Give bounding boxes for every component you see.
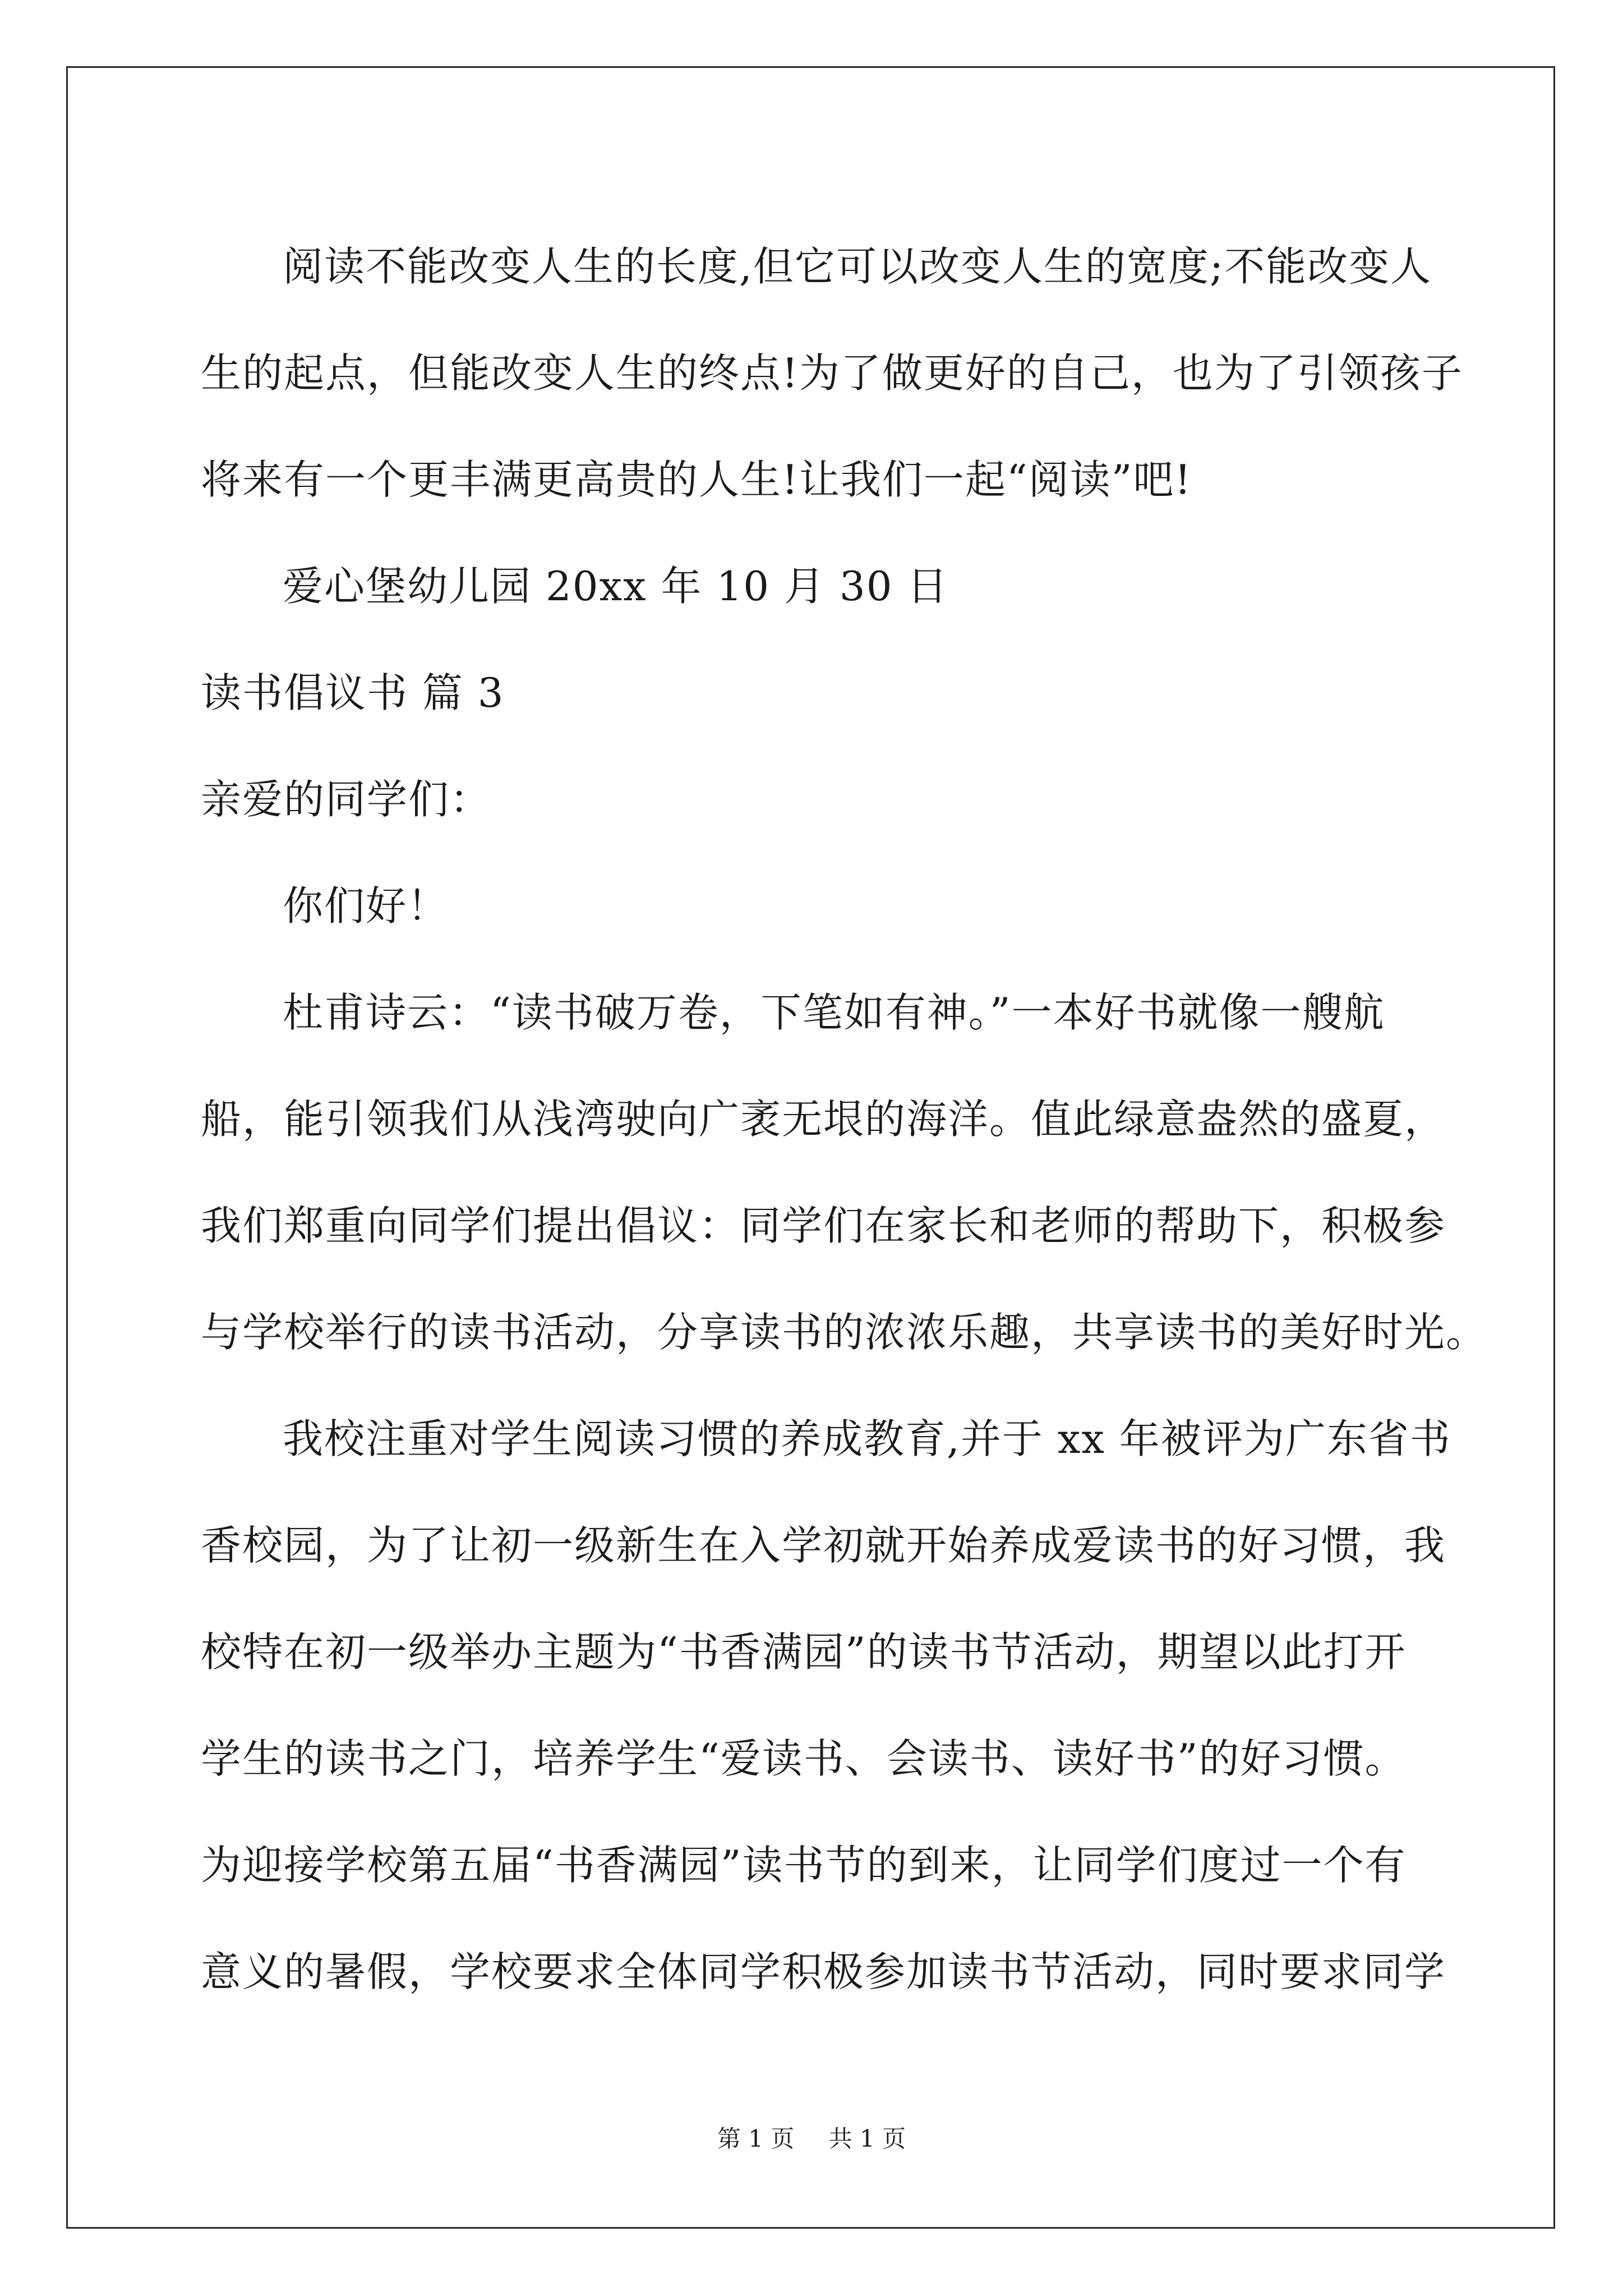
paragraph-line: 生的起点，但能改变人生的终点!为了做更好的自己，也为了引领孩子: [201, 349, 1463, 397]
paragraph-line: 校特在初一级举办主题为“书香满园”的读书节活动，期望以此打开: [201, 1628, 1407, 1676]
paragraph-line: 我校注重对学生阅读习惯的养成教育,并于 xx 年被评为广东省书: [283, 1415, 1451, 1462]
page-number-total: 共 1 页: [828, 2125, 906, 2152]
paragraph-line: 学生的读书之门，培养学生“爱读书、会读书、读好书”的好习惯。: [201, 1735, 1407, 1782]
paragraph-line: 阅读不能改变人生的长度,但它可以改变人生的宽度;不能改变人: [283, 243, 1432, 290]
page-footer: [0, 2120, 1623, 2154]
page-number-current: 第 1 页: [717, 2125, 795, 2152]
paragraph-line: 将来有一个更丰满更高贵的人生!让我们一起“阅读”吧!: [201, 456, 1192, 503]
paragraph-line: 与学校举行的读书活动，分享读书的浓浓乐趣，共享读书的美好时光。: [201, 1309, 1488, 1356]
section-heading: 读书倡议书 篇 3: [201, 669, 505, 716]
signature-line: 爱心堡幼儿园 20xx 年 10 月 30 日: [283, 563, 949, 610]
paragraph-line: 意义的暑假，学校要求全体同学积极参加读书节活动，同时要求同学: [201, 1948, 1446, 1995]
paragraph-line: 船，能引领我们从浅湾驶向广袤无垠的海洋。值此绿意盎然的盛夏，: [201, 1096, 1446, 1143]
salutation: 亲爱的同学们：: [201, 776, 492, 823]
greeting: 你们好！: [283, 882, 449, 930]
paragraph-line: 我们郑重向同学们提出倡议：同学们在家长和老师的帮助下，积极参: [201, 1202, 1446, 1249]
document-body: [201, 213, 1488, 2025]
paragraph-line: 为迎接学校第五届“书香满园”读书节的到来，让同学们度过一个有: [201, 1842, 1407, 1889]
paragraph-line: 香校园，为了让初一级新生在入学初就开始养成爱读书的好习惯，我: [201, 1522, 1446, 1569]
paragraph-line: 杜甫诗云：“读书破万卷，下笔如有神。”一本好书就像一艘航: [283, 989, 1385, 1036]
